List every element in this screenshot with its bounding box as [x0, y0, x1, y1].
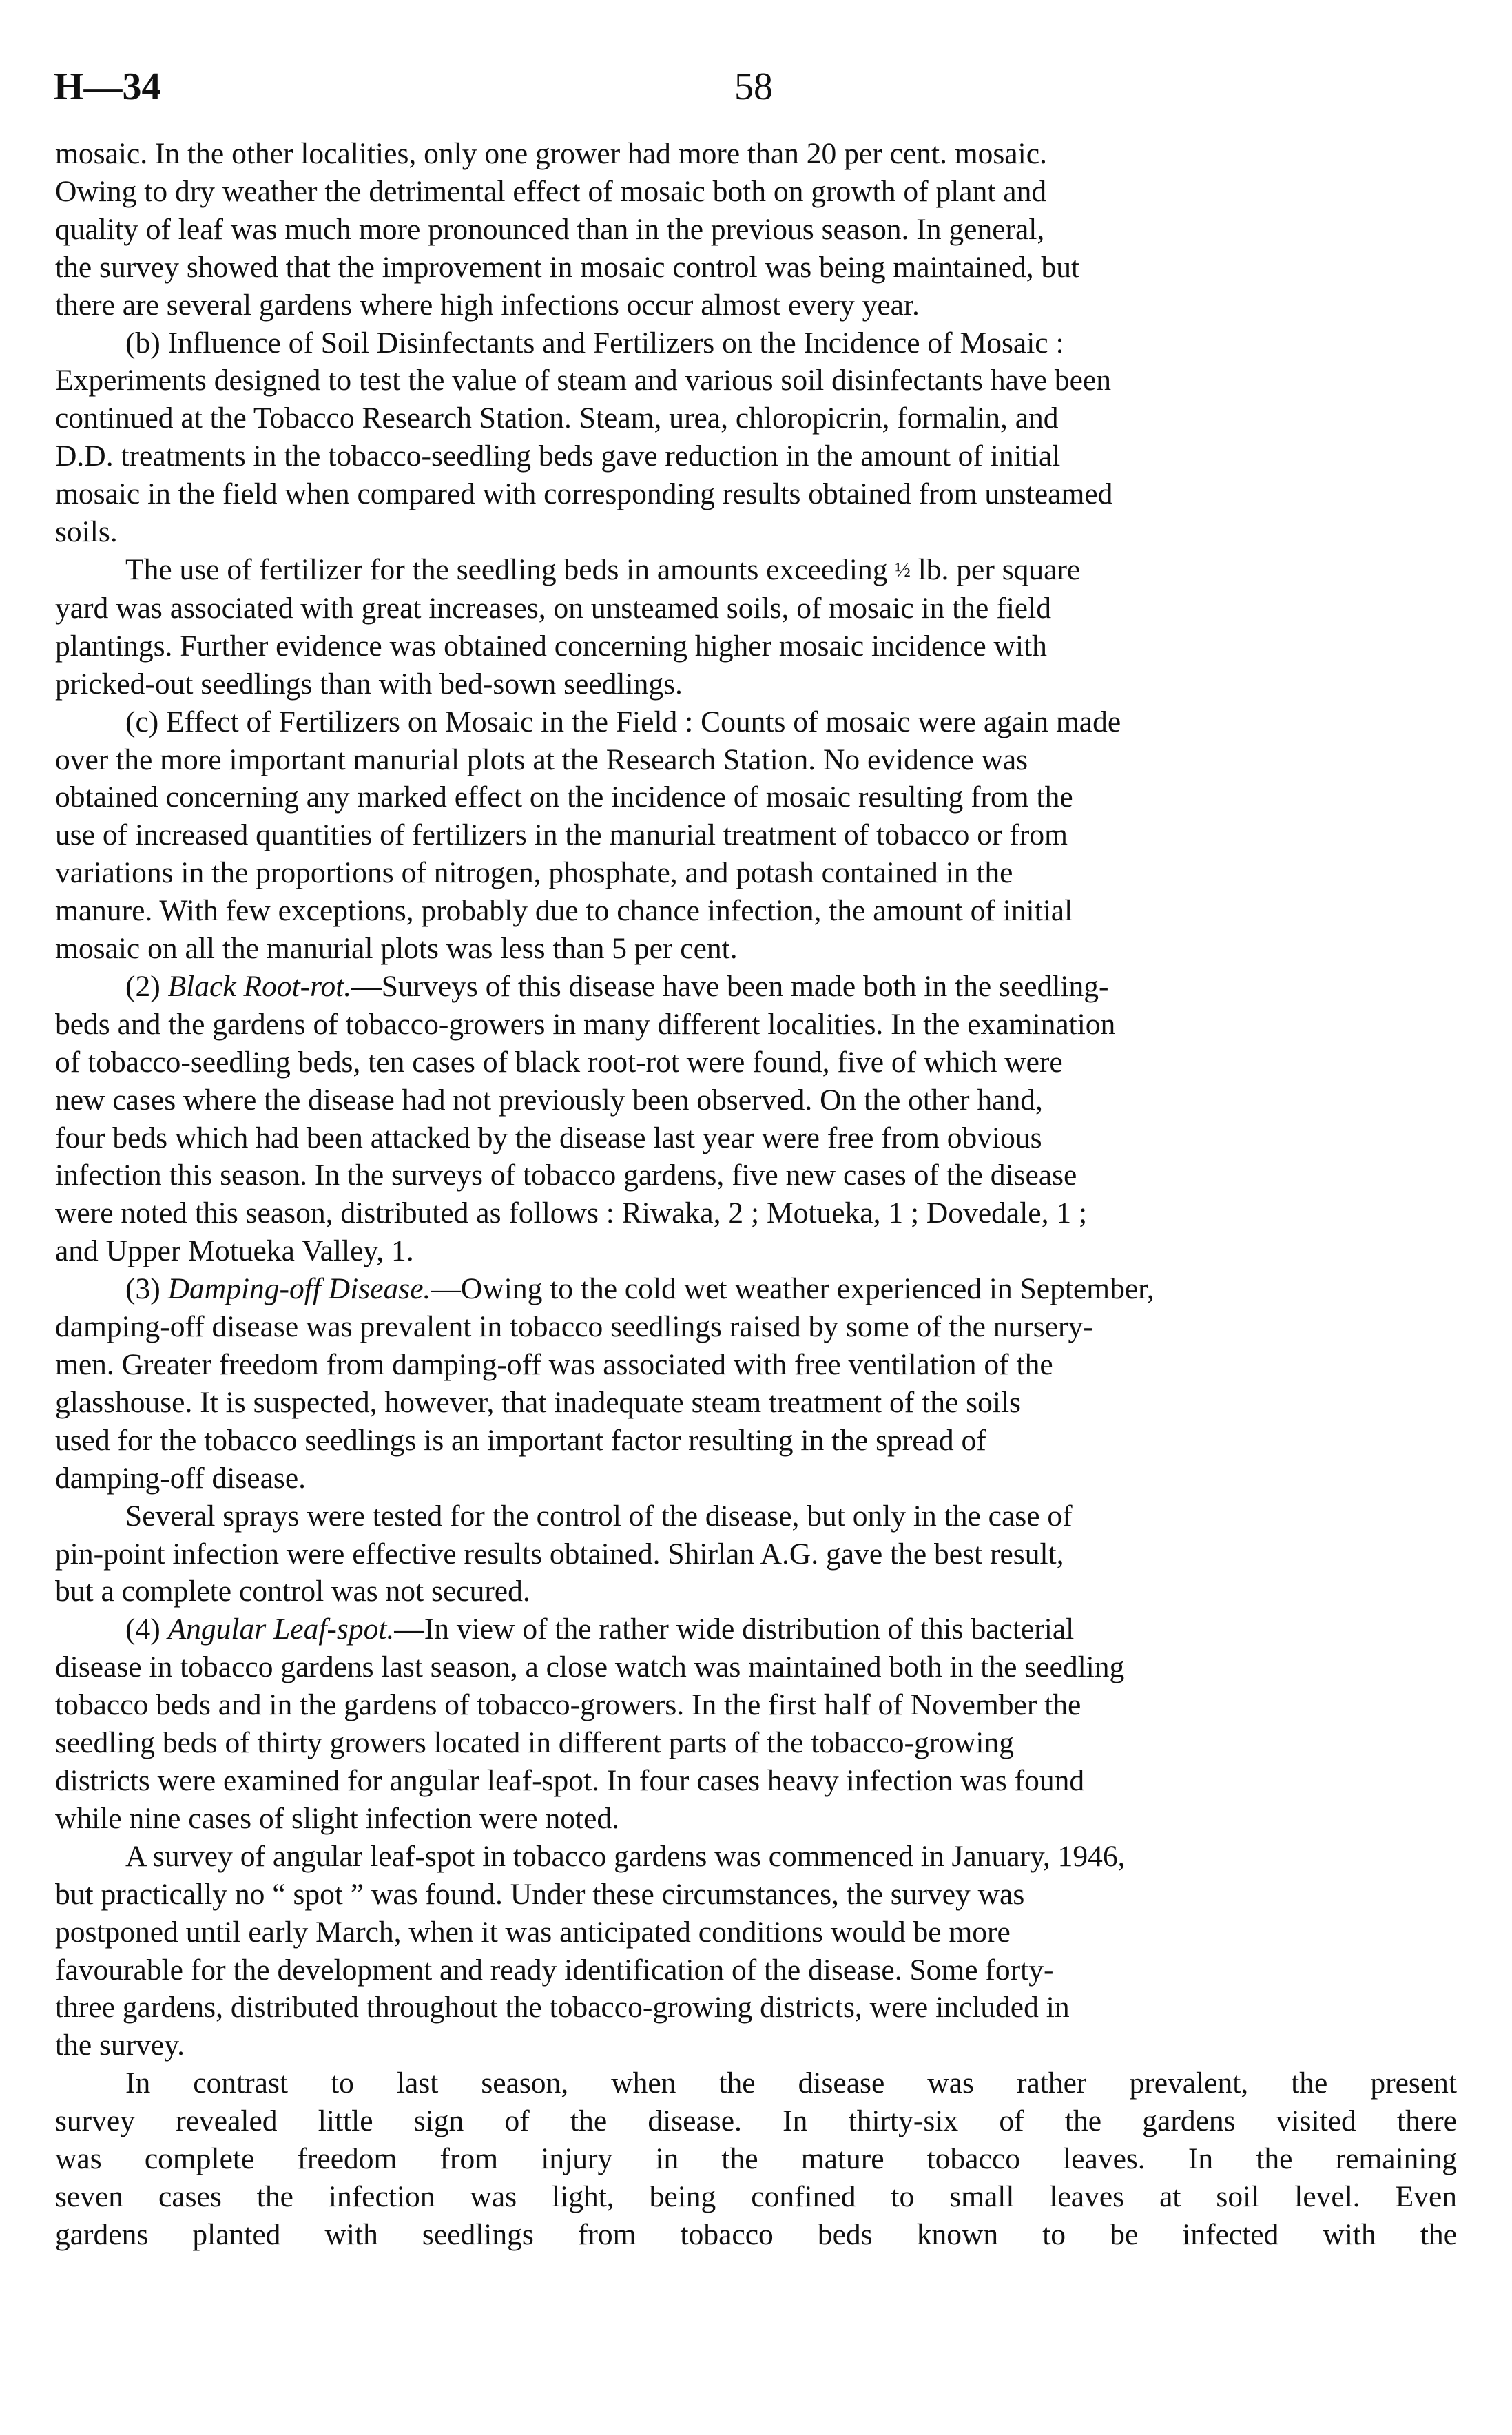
text-line: over the more important manurial plots at the Research Station. No evidence was [55, 743, 1028, 776]
text-line: men. Greater freedom from damping-off was associated with free ventilation of the [55, 1348, 1053, 1381]
text-line: tobacco beds and in the gardens of tobacco-growers. In the first half of November the [55, 1688, 1081, 1722]
paragraph-fertilizer-seedling-beds [55, 551, 1457, 703]
text-line: beds and the gardens of tobacco-growers in many different localities. In the examination [55, 1007, 1116, 1041]
section-number: (2) [125, 969, 160, 1003]
text-line: pin-point infection were effective results obtained. Shirlan A.G. gave the best result, [55, 1537, 1064, 1571]
text-line: damping-off disease was prevalent in tobacco seedlings raised by some of the nursery- [55, 1310, 1093, 1344]
text-line: there are several gardens where high infections occur almost every year. [55, 288, 920, 322]
text-line: of tobacco-seedling beds, ten cases of black root-rot were found, five of which were [55, 1045, 1063, 1079]
text-line: infection this season. In the surveys of tobacco gardens, five new cases of the disease [55, 1159, 1077, 1192]
text-line: the survey showed that the improvement in mosaic control was being maintained, but [55, 250, 1080, 284]
section-heading: Damping-off Disease. [167, 1272, 431, 1306]
text-line: but a complete control was not secured. [55, 1575, 530, 1608]
paragraph-sprays [55, 1498, 1457, 1611]
text-line: mosaic in the field when compared with corresponding results obtained from unsteamed [55, 477, 1113, 511]
text-line: damping-off disease. [55, 1461, 307, 1495]
section-heading: Black Root-rot. [167, 969, 352, 1003]
paragraph-soil-disinfectants [55, 324, 1457, 551]
text-line: In contrast to last season, when the disease was rather prevalent, the present [125, 2066, 1457, 2100]
text-fragment: —In view of the rather wide distribution of this bacterial [394, 1613, 1075, 1646]
text-fragment: —Surveys of this disease have been made both in the seedling- [351, 969, 1109, 1003]
text-line: districts were examined for angular leaf-spot. In four cases heavy infection was found [55, 1763, 1085, 1797]
paragraph-fertilizers-mosaic-field [55, 703, 1457, 968]
text-line: variations in the proportions of nitrogen, phosphate, and potash contained in the [55, 856, 1013, 890]
text-line: plantings. Further evidence was obtained concerning higher mosaic incidence with [55, 629, 1047, 663]
paragraph-black-root-rot [55, 968, 1457, 1270]
document-reference: H—34 [54, 65, 161, 108]
text-line: yard was associated with great increases, on unsteamed soils, of mosaic in the field [55, 591, 1051, 625]
text-line: mosaic on all the manurial plots was less than 5 per cent. [55, 932, 738, 966]
text-line: seedling beds of thirty growers located in different parts of the tobacco-growing [55, 1726, 1014, 1760]
text-line: but practically no “ spot ” was found. Under these circumstances, the survey was [55, 1877, 1025, 1911]
text-line: seven cases the infection was light, being confined to small leaves at soil level. Even [55, 2179, 1457, 2213]
text-line: used for the tobacco seedlings is an important factor resulting in the spread of [55, 1423, 986, 1457]
text-line: use of increased quantities of fertilizers in the manurial treatment of tobacco or from [55, 818, 1068, 852]
text-line: new cases where the disease had not previously been observed. On the other hand, [55, 1083, 1043, 1117]
text-line: survey revealed little sign of the disease. In thirty-six of the gardens visited there [55, 2104, 1457, 2138]
text-line: and Upper Motueka Valley, 1. [55, 1234, 414, 1268]
text-fragment: The use of fertilizer for the seedling beds in amounts exceeding [125, 552, 888, 586]
text-fragment: —Owing to the cold wet weather experienced in September, [431, 1272, 1154, 1306]
text-line: (b) Influence of Soil Disinfectants and Fertilizers on the Incidence of Mosaic : [125, 326, 1064, 360]
text-line: postponed until early March, when it was anticipated conditions would be more [55, 1915, 1011, 1949]
text-line: pricked-out seedlings than with bed-sown seedlings. [55, 667, 683, 701]
page-number: 58 [734, 65, 773, 108]
paragraph-mosaic-survey [55, 135, 1457, 324]
text-fragment: lb. per square [918, 552, 1081, 586]
text-line [55, 1610, 1457, 1648]
text-line: four beds which had been attacked by the disease last year were free from obvious [55, 1121, 1042, 1154]
paragraph-leaf-spot-survey [55, 1838, 1457, 2064]
text-line: three gardens, distributed throughout the tobacco-growing districts, were included in [55, 1991, 1070, 2024]
text-line: continued at the Tobacco Research Station. Steam, urea, chloropicrin, formalin, and [55, 402, 1059, 435]
text-line: disease in tobacco gardens last season, a close watch was maintained both in the seedling [55, 1650, 1125, 1684]
text-line [55, 1270, 1457, 1308]
text-line: gardens planted with seedlings from tobacco beds known to be infected with the [55, 2217, 1457, 2251]
text-line: while nine cases of slight infection were noted. [55, 1801, 620, 1835]
section-number: (3) [125, 1272, 160, 1306]
text-line: soils. [55, 515, 118, 549]
text-line: obtained concerning any marked effect on the incidence of mosaic resulting from the [55, 780, 1073, 814]
text-line: Experiments designed to test the value of steam and various soil disinfectants have been [55, 364, 1111, 397]
text-line: D.D. treatments in the tobacco-seedling beds gave reduction in the amount of initial [55, 439, 1061, 473]
text-line [55, 551, 1457, 590]
text-line: Several sprays were tested for the control of the disease, but only in the case of [125, 1499, 1073, 1533]
paragraph-angular-leaf-spot [55, 1610, 1457, 1837]
text-line: quality of leaf was much more pronounced than in the previous season. In general, [55, 212, 1045, 246]
section-number: (4) [125, 1613, 160, 1646]
text-line: the survey. [55, 2029, 185, 2062]
text-line: mosaic. In the other localities, only one grower had more than 20 per cent. mosaic. [55, 137, 1047, 170]
text-line: (c) Effect of Fertilizers on Mosaic in the Field : Counts of mosaic were again made [125, 705, 1121, 738]
text-line: A survey of angular leaf-spot in tobacco gardens was commenced in January, 1946, [125, 1839, 1126, 1873]
text-line: favourable for the development and ready identification of the disease. Some forty- [55, 1953, 1054, 1987]
section-heading: Angular Leaf-spot. [167, 1613, 395, 1646]
paragraph-contrast-last-season [55, 2064, 1457, 2254]
fraction-half: ½ [895, 558, 911, 581]
paragraph-damping-off [55, 1270, 1457, 1497]
text-line: glasshouse. It is suspected, however, that inadequate steam treatment of the soils [55, 1385, 1021, 1419]
body-text [55, 135, 1457, 2254]
text-line: Owing to dry weather the detrimental effect of mosaic both on growth of plant and [55, 174, 1047, 208]
text-line: were noted this season, distributed as follows : Riwaka, 2 ; Motueka, 1 ; Dovedale, 1 ; [55, 1196, 1088, 1230]
text-line [55, 968, 1457, 1006]
text-line: was complete freedom from injury in the mature tobacco leaves. In the remaining [55, 2142, 1457, 2176]
text-line: manure. With few exceptions, probably due to chance infection, the amount of initial [55, 894, 1073, 928]
